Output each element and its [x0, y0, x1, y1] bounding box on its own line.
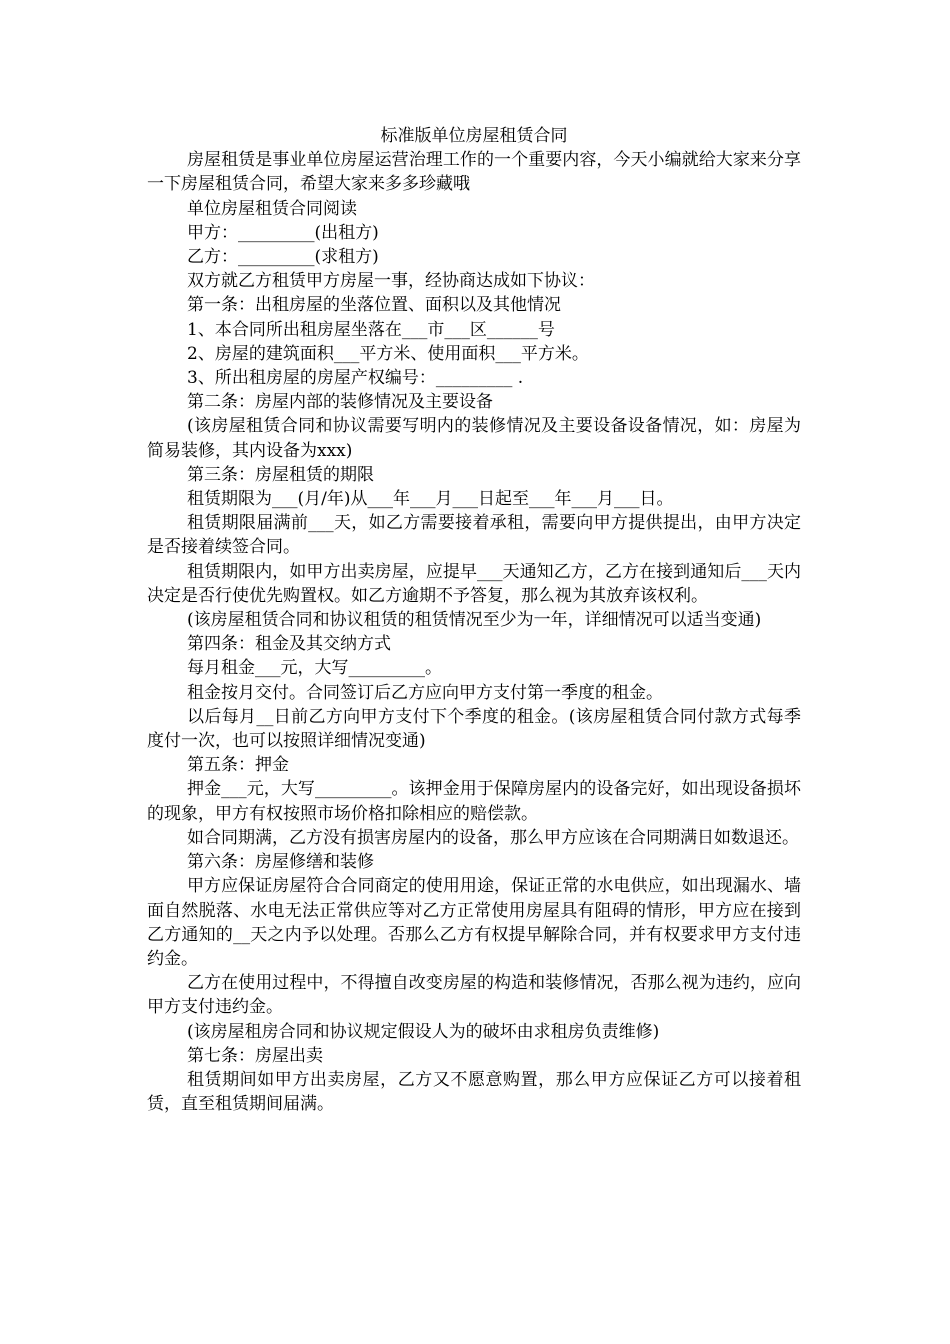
article-3-renewal: 租赁期限届满前___天，如乙方需要接着承租，需要向甲方提供提出，由甲方决定是否接着续签合同。	[147, 513, 801, 558]
party-a-line: 甲方：_________(出租方)	[187, 222, 379, 243]
intro-paragraph: 房屋租赁是事业单位房屋运营治理工作的一个重要内容，今天小编就给大家来分享一下房屋租赁合同，希望大家来多多珍藏哦	[147, 150, 801, 195]
article-1-heading: 第一条：出租房屋的坐落位置、面积以及其他情况	[187, 295, 561, 316]
article-2-heading: 第二条：房屋内部的装修情况及主要设备	[187, 392, 493, 413]
agreement-preamble: 双方就乙方租赁甲方房屋一事，经协商达成如下协议：	[187, 271, 595, 292]
article-4-monthly-rent: 每月租金___元，大写_________。	[187, 658, 442, 679]
party-b-line: 乙方：_________(求租方)	[187, 247, 379, 268]
article-1-item-3: 3、所出租房屋的房屋产权编号：_________ .	[187, 368, 524, 389]
article-3-note: (该房屋租赁合同和协议租赁的租赁情况至少为一年，详细情况可以适当变通)	[187, 610, 762, 631]
article-4-schedule: 以后每月__日前乙方向甲方支付下个季度的租金。(该房屋租赁合同付款方式每季度付一次，也可以按照详细情况变通)	[147, 706, 801, 752]
article-4-payment: 租金按月交付。合同签订后乙方应向甲方支付第一季度的租金。	[187, 682, 663, 703]
article-7-heading: 第七条：房屋出卖	[187, 1045, 323, 1066]
article-2-note: (该房屋租赁合同和协议需要写明内的装修情况及主要设备设备情况，如：房屋为简易装修，其内设备为xxx)	[147, 416, 801, 461]
article-1-item-2: 2、房屋的建筑面积___平方米、使用面积___平方米。	[187, 343, 589, 364]
contract-heading: 单位房屋租赁合同阅读	[187, 198, 357, 219]
document-title: 标准版单位房屋租赁合同	[380, 126, 568, 146]
article-5-heading: 第五条：押金	[187, 755, 289, 776]
contract-document	[147, 124, 801, 1116]
article-7-sale: 租赁期间如甲方出卖房屋，乙方又不愿意购置，那么甲方应保证乙方可以接着租赁，直至租赁期间届满。	[147, 1069, 801, 1115]
article-3-sale-notice: 租赁期限内，如甲方出卖房屋，应提早___天通知乙方，乙方在接到通知后___天内决定是否行使优先购置权。如乙方逾期不予答复，那么视为其放弃该权利。	[147, 561, 801, 606]
article-6-note: (该房屋租房合同和协议规定假设人为的破坏由求租房负责维修)	[187, 1021, 660, 1042]
article-1-item-1: 1、本合同所出租房屋坐落在___市___区______号	[187, 319, 555, 340]
article-3-heading: 第三条：房屋租赁的期限	[187, 464, 374, 485]
article-5-deposit: 押金___元，大写_________。该押金用于保障房屋内的设备完好，如出现设备损坏的现象，甲方有权按照市场价格扣除相应的赔偿款。	[147, 779, 801, 824]
article-6-heading: 第六条：房屋修缮和装修	[187, 852, 374, 873]
article-6-tenant-duty: 乙方在使用过程中，不得擅自改变房屋的构造和装修情况，否那么视为违约，应向甲方支付违约金。	[147, 973, 801, 1018]
article-6-landlord-duty: 甲方应保证房屋符合合同商定的使用用途，保证正常的水电供应，如出现漏水、墙面自然脱落、水电无法正常供应等对乙方正常使用房屋具有阻碍的情形，甲方应在接到乙方通知的__天之内予以处理。否那么乙方有权提早解除合同，并有权要求甲方支付违约金。	[147, 876, 801, 969]
article-3-term: 租赁期限为___(月/年)从___年___月___日起至___年___月___日。	[187, 489, 674, 510]
article-5-refund: 如合同期满，乙方没有损害房屋内的设备，那么甲方应该在合同期满日如数退还。	[187, 827, 799, 848]
article-4-heading: 第四条：租金及其交纳方式	[187, 634, 391, 655]
